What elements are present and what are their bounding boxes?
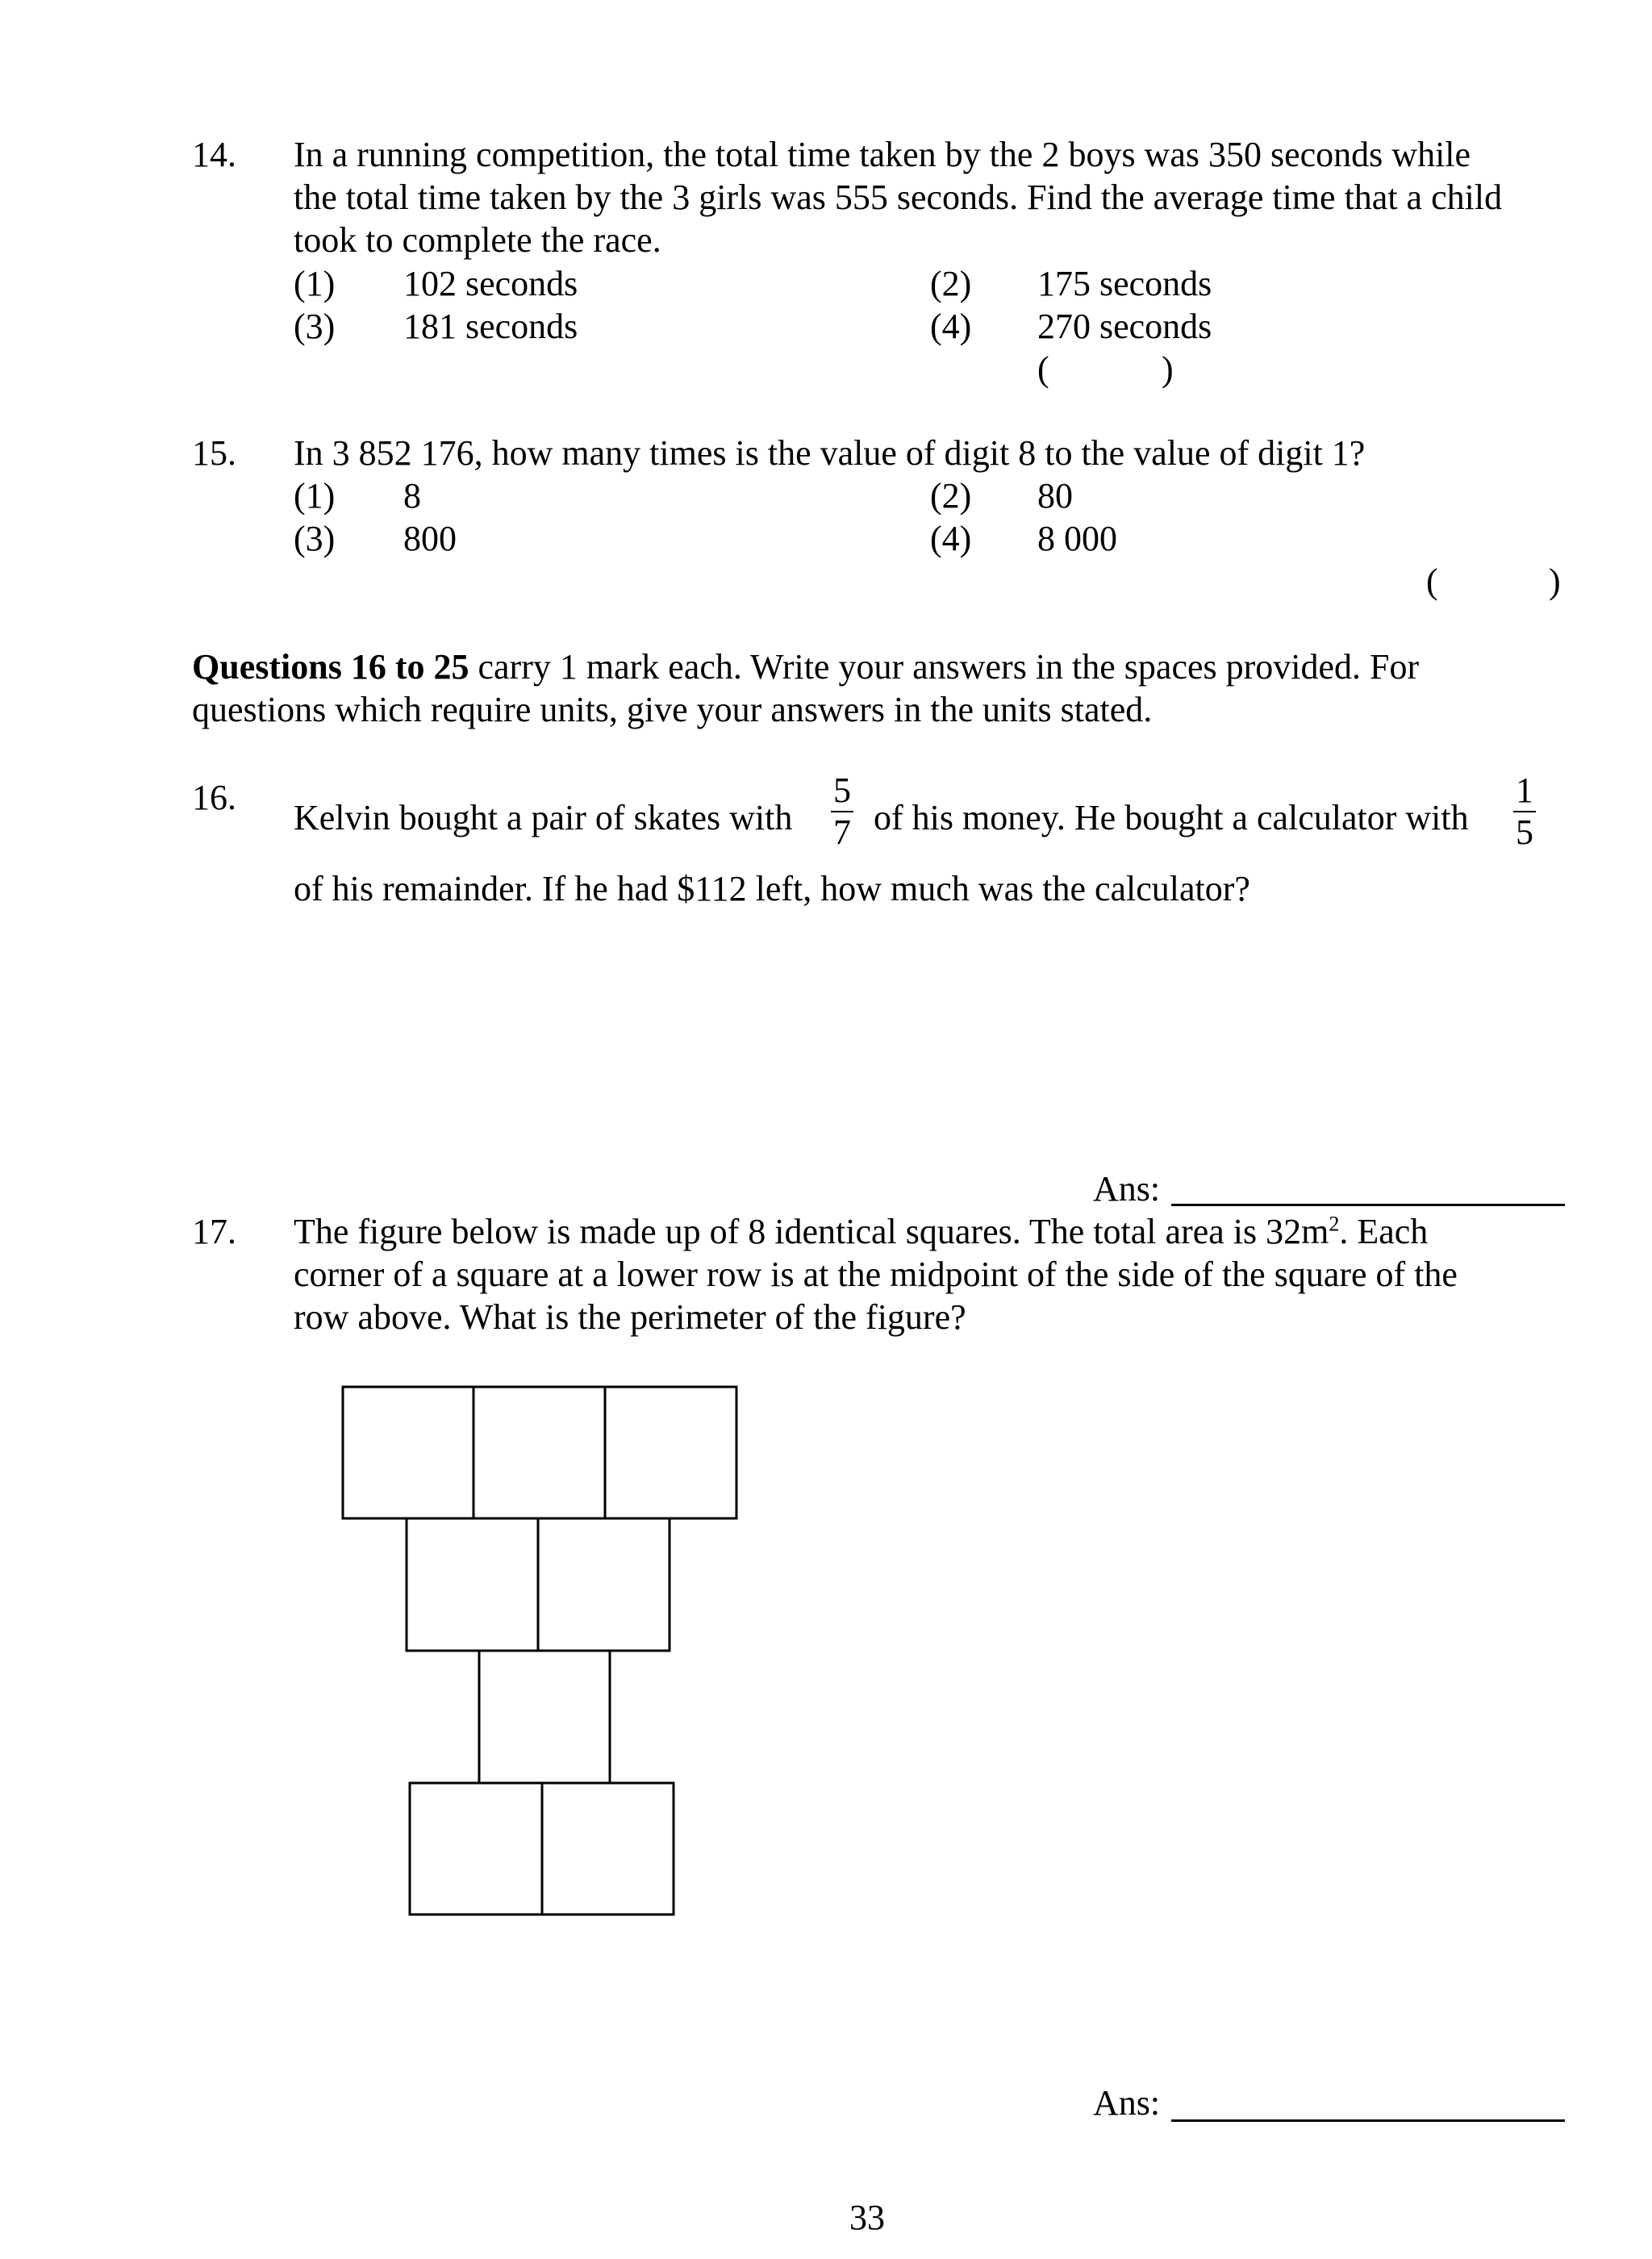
figure-square	[538, 1518, 670, 1651]
figure-square	[542, 1783, 674, 1915]
figure-square	[407, 1518, 538, 1651]
q15-option-4-value: 8 000	[1037, 519, 1117, 558]
figure-square	[473, 1387, 605, 1518]
q16-ans-label: Ans:	[1093, 1169, 1161, 1209]
q17-text-line2: corner of a square at a lower row is at the midpoint of the side of the square of the	[294, 1255, 1458, 1294]
q16-text-b: of his money. He bought a calculator with	[874, 798, 1469, 837]
figure-square	[605, 1387, 736, 1518]
q14-option-4-value: 270 seconds	[1037, 307, 1212, 346]
q14-text-line: In a running competition, the total time taken by the 2 boys was 350 seconds while	[294, 135, 1471, 174]
q14-option-3-value: 181 seconds	[403, 307, 578, 346]
q15-answer-open-bracket: (	[1426, 562, 1438, 601]
q17-answer-line[interactable]	[1171, 2119, 1565, 2122]
q15-option-2-label: (2)	[930, 476, 972, 516]
q14-option-2-label: (2)	[930, 264, 972, 303]
figure-square	[410, 1783, 542, 1915]
q15-option-2-value: 80	[1037, 476, 1073, 516]
q17-number: 17.	[192, 1212, 236, 1251]
fraction-denominator: 5	[1516, 812, 1533, 852]
q16-text-c: of his remainder. If he had $112 left, how much was the calculator?	[294, 869, 1250, 908]
q14-number: 14.	[192, 135, 236, 174]
fraction-numerator: 5	[833, 770, 851, 810]
fraction-numerator: 1	[1516, 770, 1533, 810]
q17-ans-label: Ans:	[1093, 2083, 1161, 2123]
q17-text-line3: row above. What is the perimeter of the figure?	[294, 1297, 966, 1337]
q15-option-4-label: (4)	[930, 519, 972, 558]
q14-text-line: the total time taken by the 3 girls was 555 seconds. Find the average time that a child	[294, 177, 1503, 217]
q14-text-line: took to complete the race.	[294, 220, 661, 260]
q15-option-3-value: 800	[403, 519, 457, 558]
q17-superscript: 2	[1329, 1212, 1340, 1236]
q14-option-2-value: 175 seconds	[1037, 264, 1212, 303]
q15-option-1-label: (1)	[294, 476, 336, 516]
q14-answer-open-bracket: (	[1037, 349, 1049, 389]
q17-text-line1b: . Each	[1339, 1212, 1429, 1251]
figure-square	[479, 1651, 610, 1783]
fraction-denominator: 7	[833, 812, 851, 852]
q14-option-4-label: (4)	[930, 307, 972, 346]
instructions-text-line2: questions which require units, give your answers in the units stated.	[192, 690, 1153, 729]
q15-answer-close-bracket: )	[1549, 562, 1561, 601]
figure-square	[343, 1387, 473, 1518]
q14-option-1-label: (1)	[294, 264, 336, 303]
page-number: 33	[849, 2198, 885, 2237]
q16-text-a: Kelvin bought a pair of skates with	[294, 798, 793, 837]
q17-text-line1a: The figure below is made up of 8 identical squares. The total area is 32m	[294, 1212, 1329, 1251]
q14-answer-close-bracket: )	[1162, 349, 1174, 389]
q15-option-3-label: (3)	[294, 519, 336, 558]
q15-option-1-value: 8	[403, 476, 421, 516]
q14-option-1-value: 102 seconds	[403, 264, 578, 303]
q14-option-3-label: (3)	[294, 307, 336, 346]
instructions-text: carry 1 mark each. Write your answers in the spaces provided. For	[469, 647, 1420, 687]
instructions-bold: Questions 16 to 25	[192, 647, 469, 687]
q15-text: In 3 852 176, how many times is the value of digit 8 to the value of digit 1?	[294, 433, 1366, 473]
q16-number: 16.	[192, 778, 236, 817]
q15-number: 15.	[192, 433, 236, 473]
